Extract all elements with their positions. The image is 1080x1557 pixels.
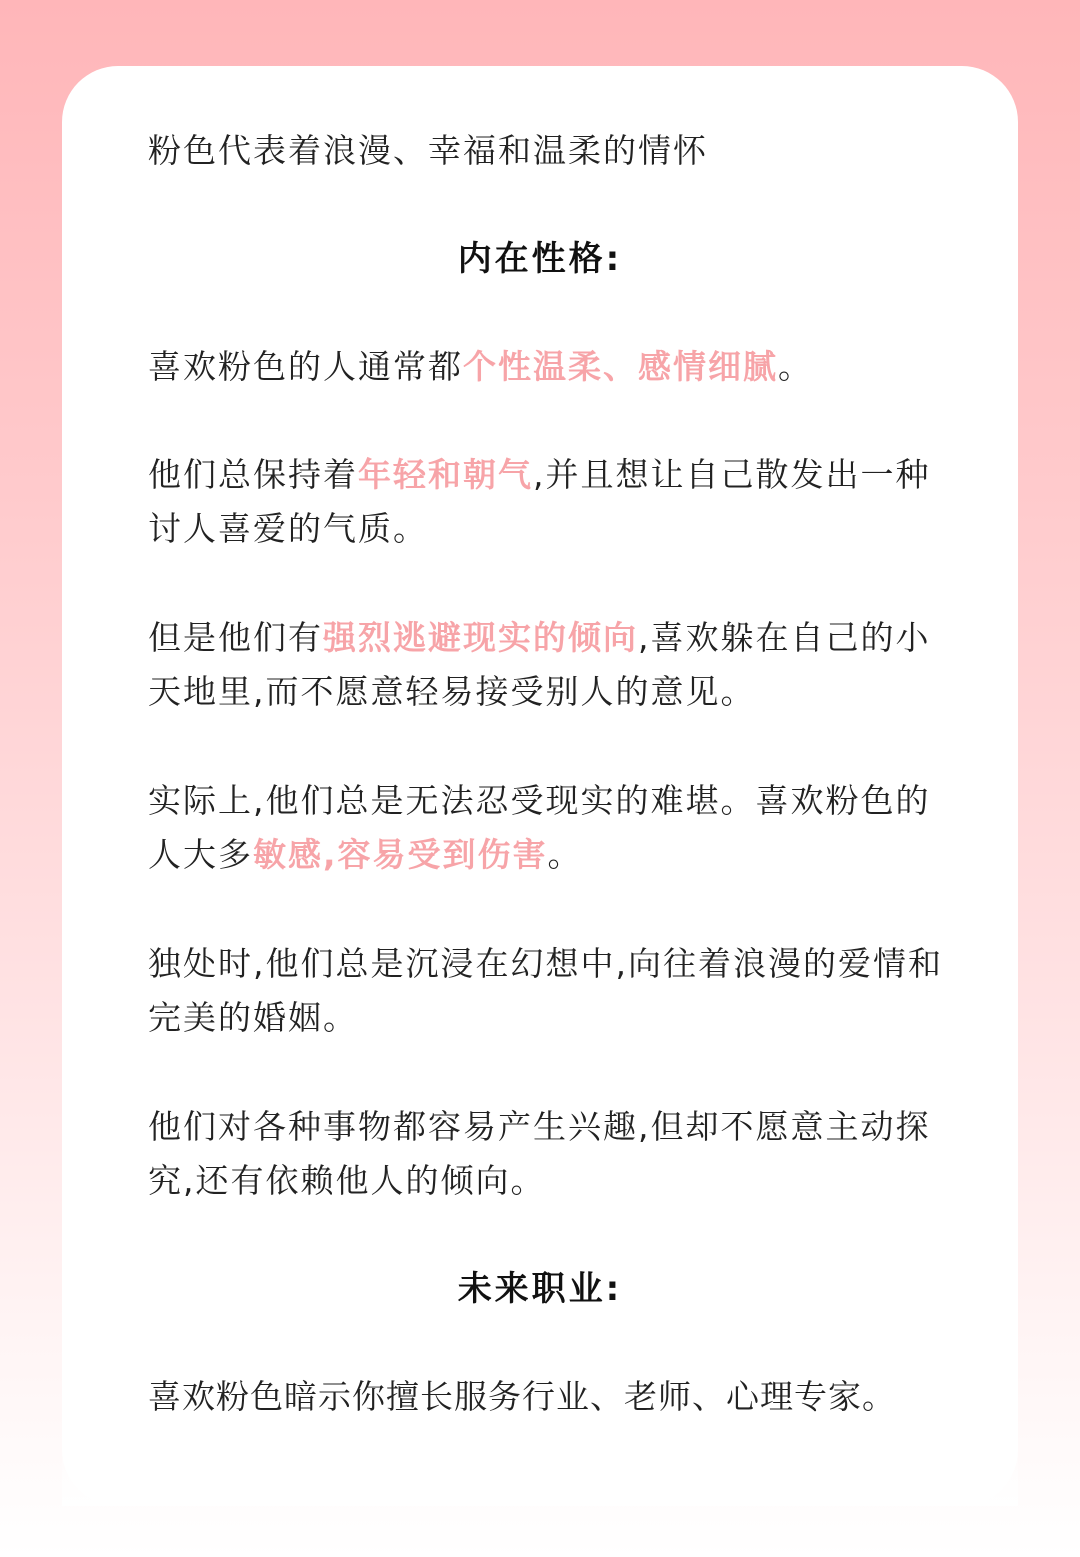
paragraph-3-text-b: ,喜欢躲在自己的小天地里,而不愿意轻易接受别人的意见。 bbox=[148, 618, 931, 711]
content-card bbox=[62, 66, 1018, 1506]
paragraph-6: 他们对各种事物都容易产生兴趣,但却不愿意主动探究,还有依赖他人的倾向。 bbox=[148, 1107, 931, 1200]
heading-personality: 内在性格: bbox=[457, 239, 623, 279]
paragraph-4-text-a: 实际上,他们总是无法忍受现实的难堪。喜欢粉色的人大多 bbox=[148, 781, 931, 874]
paragraph-1-highlight: 个性温柔、感情细腻 bbox=[463, 347, 778, 386]
heading-career: 未来职业: bbox=[457, 1269, 623, 1309]
paragraph-5: 独处时,他们总是沉浸在幻想中,向往着浪漫的爱情和完美的婚姻。 bbox=[148, 944, 943, 1037]
paragraph-4 bbox=[148, 774, 958, 882]
paragraph-2-text-b: ,并且想让自己散发出一种讨人喜爱的气质。 bbox=[148, 455, 931, 548]
paragraph-4-highlight: 敏感,容易受到伤害 bbox=[253, 835, 548, 874]
paragraph-2 bbox=[148, 448, 958, 556]
paragraph-1-text-b: 。 bbox=[778, 347, 813, 386]
paragraph-4-text-b: 。 bbox=[547, 835, 583, 874]
paragraph-3-text-a: 但是他们有 bbox=[148, 618, 323, 657]
card-bottom-fade bbox=[62, 1446, 1018, 1506]
paragraph-1-text-a: 喜欢粉色的人通常都 bbox=[148, 347, 463, 386]
paragraph-7: 喜欢粉色暗示你擅长服务行业、老师、心理专家。 bbox=[148, 1377, 896, 1416]
paragraph-2-highlight: 年轻和朝气 bbox=[358, 455, 533, 494]
paragraph-3 bbox=[148, 611, 958, 719]
intro-text: 粉色代表着浪漫、幸福和温柔的情怀 bbox=[148, 131, 708, 170]
paragraph-2-text-a: 他们总保持着 bbox=[148, 455, 358, 494]
paragraph-1 bbox=[148, 340, 958, 394]
paragraph-3-highlight: 强烈逃避现实的倾向 bbox=[323, 618, 638, 657]
